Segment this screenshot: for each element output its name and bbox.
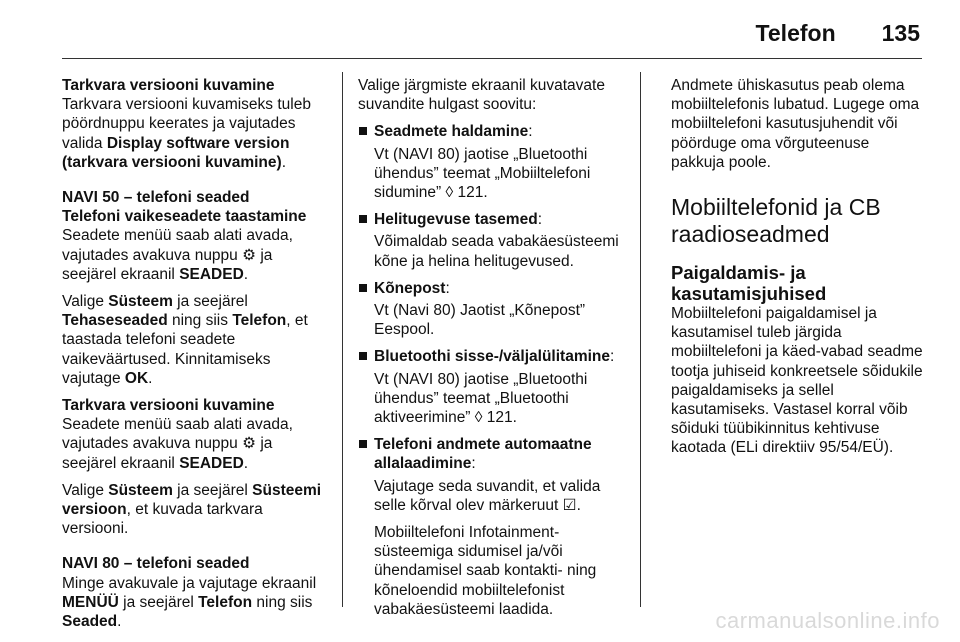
bold-text: MENÜÜ	[62, 593, 119, 611]
list-item-desc: Vt (Navi 80) Jaotist „Kõnepost” Eespool.	[374, 302, 586, 339]
page-header	[756, 18, 920, 48]
text: Tarkvara versiooni kuvamiseks tuleb pöördnuppu keerates ja vajutades valida	[62, 96, 311, 152]
text: , et kuvada tarkvara versiooni.	[62, 501, 263, 538]
bold-text: Display software version (tarkvara versiooni kuvamine)	[62, 134, 290, 171]
list-item	[358, 122, 628, 141]
text: Seadete menüü saab alati avada, vajutades avakuva nuppu	[62, 416, 293, 453]
bold-text: Telefon	[198, 593, 253, 611]
section-navi80	[62, 554, 330, 631]
header-title: Telefon	[755, 19, 836, 46]
bold-text: Telefon	[232, 312, 287, 330]
text: ja seejärel	[118, 593, 199, 611]
data-sharing-text: Andmete ühiskasutus peab olema mobiiltelefonis lubatud. Lugege oma mobiiltelefoni kasutusjuhendit või pöörduge oma võrguteenuse pakkuja poole.	[671, 77, 920, 171]
page-ref: 121.	[453, 184, 488, 202]
text: :	[528, 123, 533, 141]
bold-text: SEADED	[179, 265, 244, 283]
text: ja seejärel ekraanil	[62, 246, 273, 283]
text: .	[148, 369, 153, 387]
watermark: carmanualsonline.info	[715, 608, 940, 633]
paragraph-factory-reset	[62, 292, 330, 388]
intro-text: Valige järgmiste ekraanil kuvatavate suvandite hulgast soovitu:	[358, 77, 605, 114]
section-heading-navi80: NAVI 80 – telefoni seaded	[62, 555, 250, 573]
subsection-heading: Tarkvara versiooni kuvamine	[62, 397, 275, 415]
section-software-version-2	[62, 396, 330, 473]
text: :	[537, 211, 542, 229]
bullet-label: Seadmete haldamine	[374, 123, 529, 141]
list-item	[358, 279, 628, 298]
text: Valige	[62, 481, 109, 499]
bold-text: Süsteemi versioon	[62, 481, 322, 519]
list-item-desc: Võimaldab seada vabakäesüsteemi kõne ja helina helitugevused.	[374, 233, 619, 270]
bold-text: Seaded	[62, 613, 118, 631]
column-2	[358, 76, 628, 627]
header-rule	[62, 58, 922, 59]
list-item-desc: Mobiiltelefoni Infotainment-süsteemiga sidumisel ja/või ühendamisel saab kontakti- ning kõneloendid mobiiltelefonist vabakäesüsteemi laadida.	[374, 524, 597, 618]
bullet-label: Telefoni andmete automaatne allalaadimine	[374, 436, 592, 473]
checkbox-icon: ☑	[562, 496, 577, 514]
chapter-heading: Mobiiltelefonid ja CB raadioseadmed	[671, 194, 881, 248]
bold-text: Tehaseseaded	[62, 312, 168, 330]
section-heading: Tarkvara versiooni kuvamine	[62, 77, 275, 94]
column-3	[671, 76, 926, 466]
text: , et taastada telefoni seadete vaikeväärtused. Kinnitamiseks vajutage	[62, 312, 308, 387]
text: .	[281, 153, 286, 171]
list-item	[358, 347, 628, 366]
list-item	[358, 435, 628, 473]
column-divider-2	[640, 72, 641, 607]
reference-icon: ◊	[474, 409, 483, 427]
text: Seadete menüü saab alati avada, vajutades avakuva nuppu	[62, 227, 293, 264]
text: Vajutage seda suvandit, et valida selle kõrval olev märkeruut	[374, 477, 601, 514]
text: :	[445, 279, 450, 297]
text: Vt (NAVI 80) jaotise „Bluetoothi ühendus” teemat „Bluetoothi aktiveerimine”	[374, 370, 588, 427]
bold-text: OK	[124, 369, 149, 387]
gear-icon: ⚙	[242, 435, 257, 453]
list-item-desc	[358, 145, 628, 203]
bullet-label: Bluetoothi sisse-/väljalülitamine	[374, 348, 611, 366]
text: Vt (NAVI 80) jaotise „Bluetoothi ühendus” teemat „Mobiiltelefoni sidumine”	[374, 145, 591, 202]
text: .	[576, 496, 581, 514]
text: :	[471, 455, 476, 473]
bold-text: Süsteem	[108, 481, 173, 499]
text: .	[243, 454, 249, 472]
paragraph-system-version	[62, 481, 330, 539]
section-software-version	[62, 76, 330, 172]
text: .	[243, 265, 249, 283]
bullet-label: Kõnepost	[374, 279, 446, 297]
text: ja seejärel ekraanil	[62, 435, 273, 472]
text: Valige	[62, 293, 109, 311]
text: ning siis	[252, 593, 313, 611]
text: Minge avakuvale ja vajutage ekraanil	[62, 574, 317, 592]
text: :	[610, 348, 615, 366]
column-divider-1	[342, 72, 343, 607]
section-heading-installation: Paigaldamis- ja kasutamisjuhised	[671, 262, 827, 305]
page-ref: 121.	[482, 409, 517, 427]
list-item-desc	[358, 370, 628, 428]
text: .	[117, 613, 122, 631]
list-item	[358, 210, 628, 229]
bold-text: SEADED	[179, 454, 244, 472]
text: ja seejärel	[172, 481, 253, 499]
gear-icon: ⚙	[242, 246, 257, 264]
section-navi50	[62, 188, 330, 284]
section-heading-navi50: NAVI 50 – telefoni seaded	[62, 189, 250, 207]
reference-icon: ◊	[445, 184, 454, 202]
text: ning siis	[167, 312, 233, 330]
subsection-heading: Telefoni vaikeseadete taastamine	[62, 208, 307, 226]
bold-text: Süsteem	[108, 293, 173, 311]
installation-text: Mobiiltelefoni paigaldamisel ja kasutamisel tuleb järgida mobiiltelefoni ja käed-vabad seadme tootja juhiseid konkreetsele sõidukile paigaldamiseks ja sellel kasutamiseks. Vastasel korral võib sõiduki tüübikinnitus kehtivuse kaotada (ELi direktiiv 95/54/EÜ).	[671, 305, 923, 457]
text: ja seejärel	[172, 293, 248, 311]
list-item-desc	[358, 477, 628, 515]
page-number: 135	[881, 19, 920, 46]
column-1	[62, 76, 330, 639]
bullet-label: Helitugevuse tasemed	[374, 211, 538, 229]
